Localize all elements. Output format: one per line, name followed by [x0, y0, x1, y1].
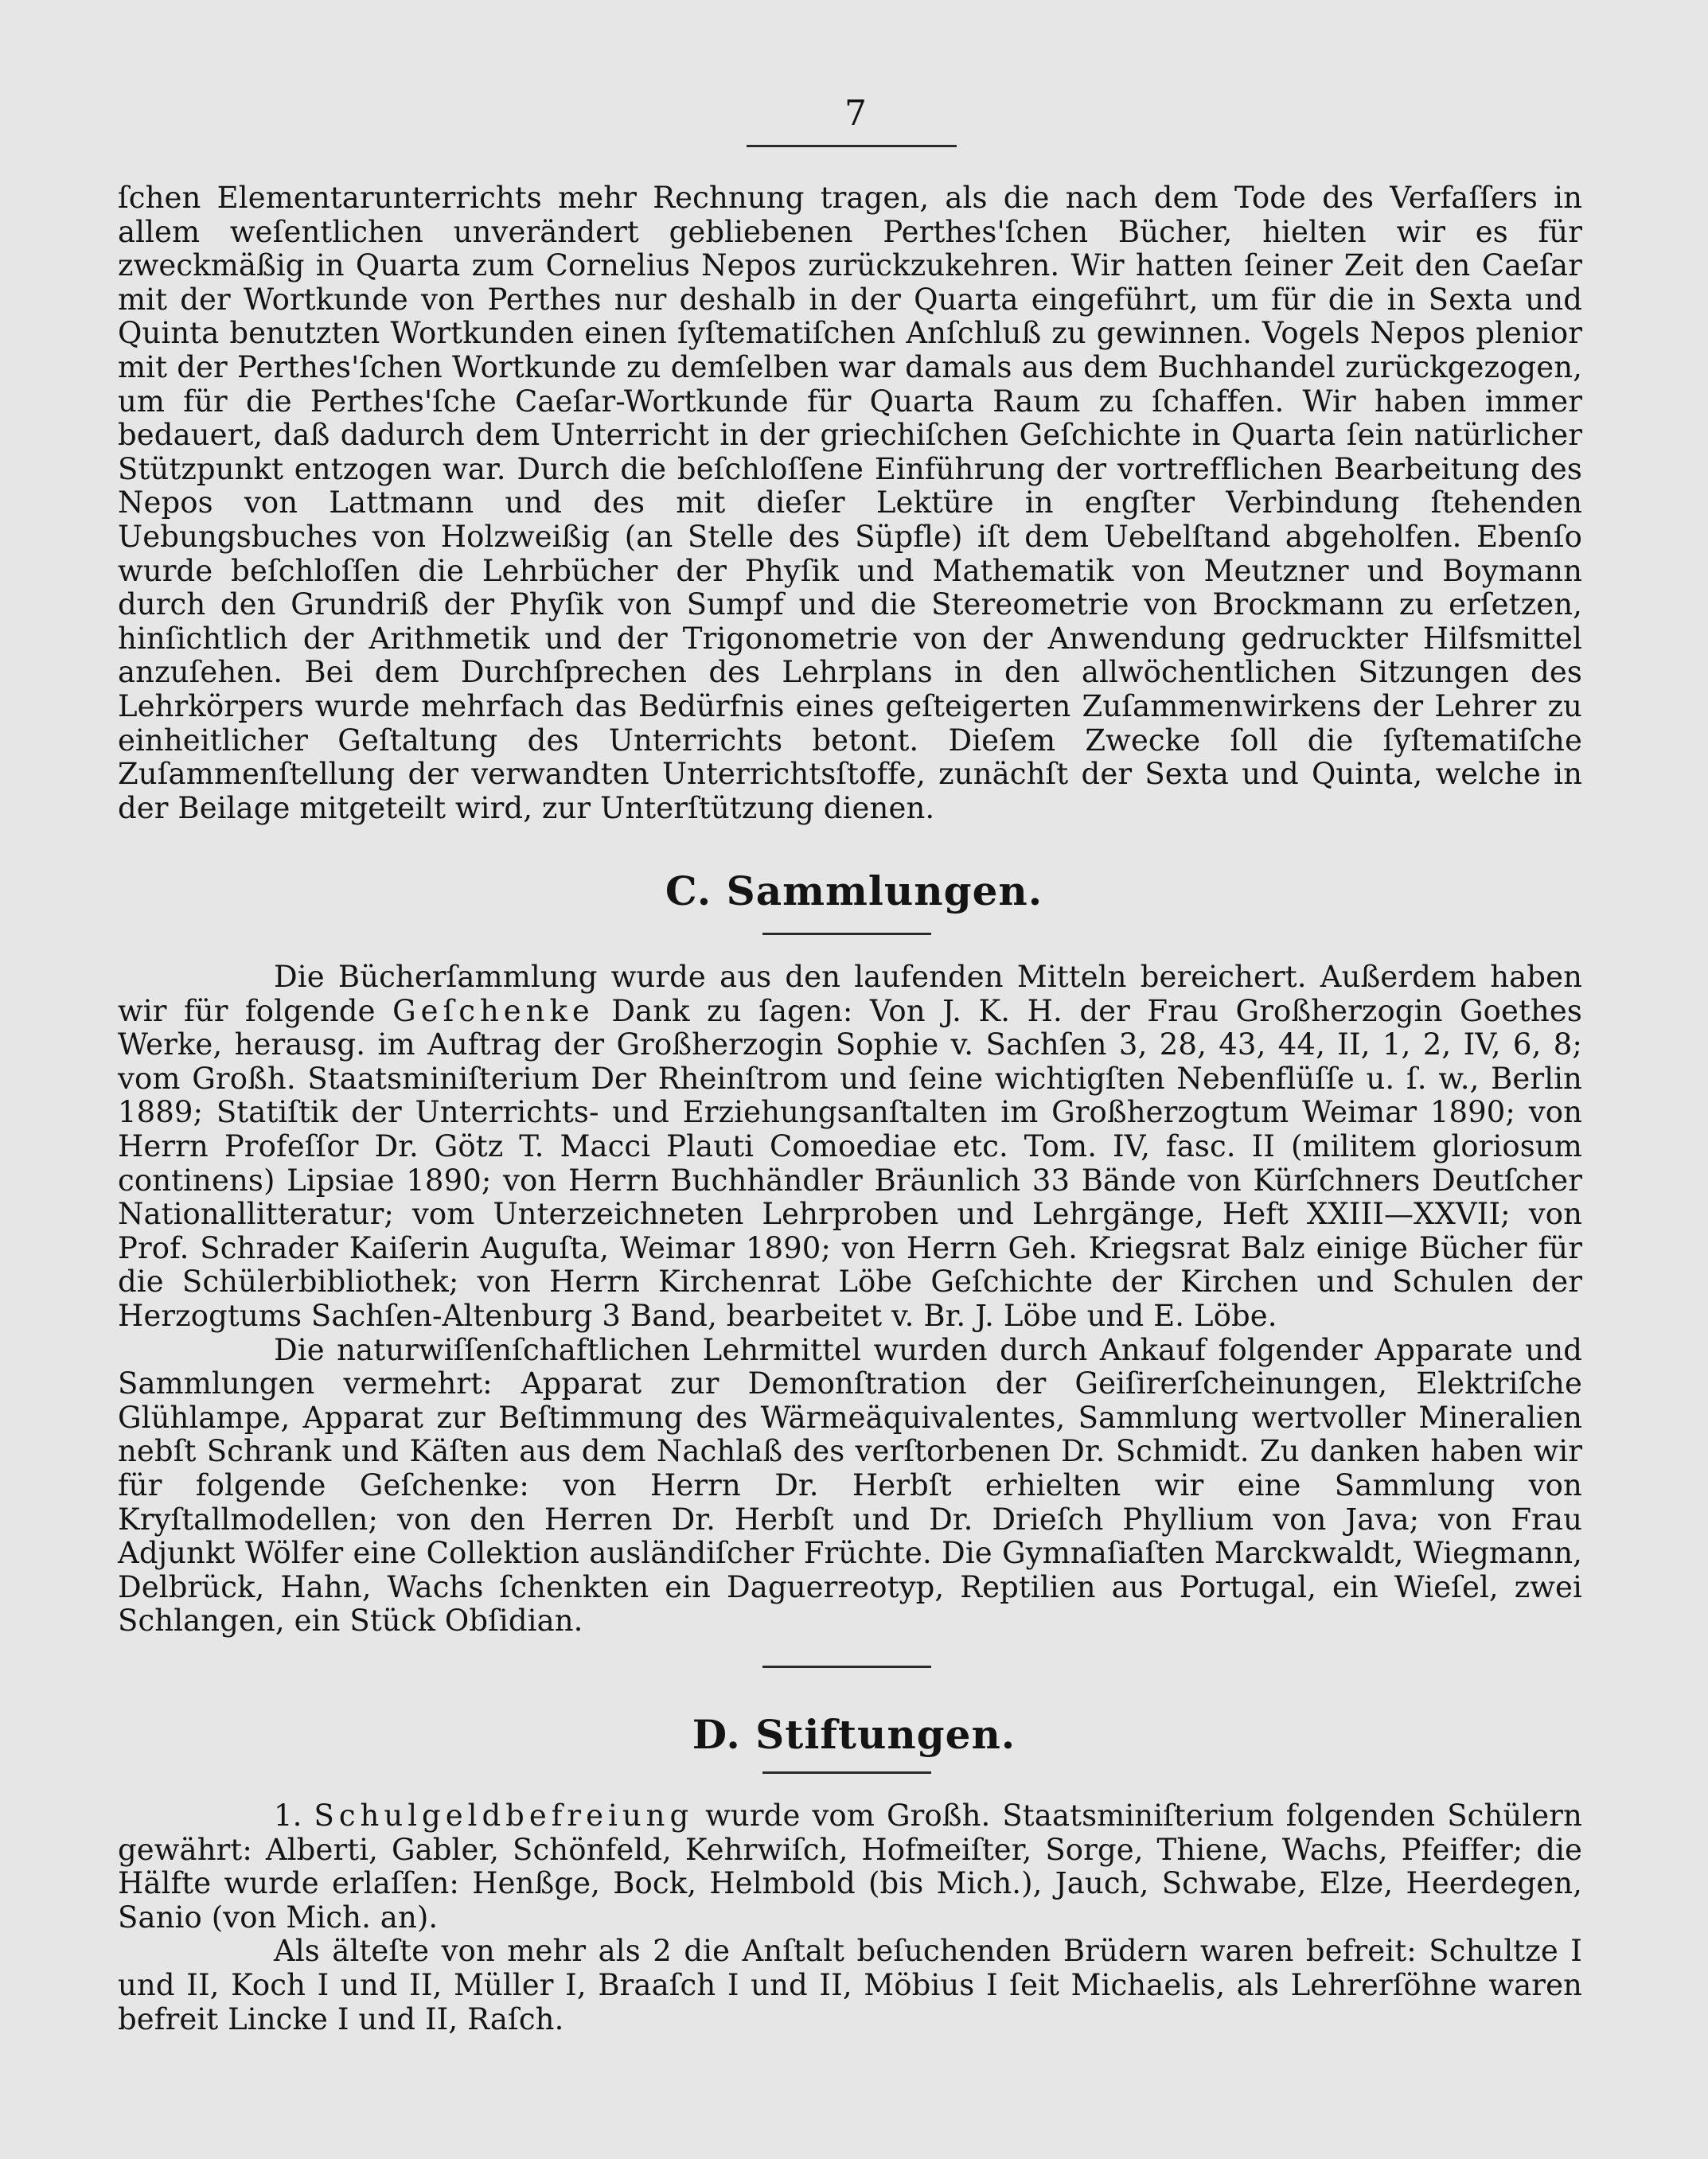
- section-d-heading: D. Stiftungen.: [692, 1711, 1016, 1758]
- header-rule: [747, 145, 957, 147]
- library-paragraph: [118, 961, 1582, 1334]
- siblings-exemption-paragraph: Als älteſte von mehr als 2 die Anſtalt beſuchenden Brüdern waren befreit: Schultze I und II, Koch I und II, Müller I, Braaſch I und II, Möbius I ſeit Michaelis, als Lehrerſöhne waren befreit Lincke I und II, Raſch.: [118, 1934, 1582, 2036]
- section-c-heading: C. Sammlungen.: [665, 867, 1043, 914]
- section-c-body: [118, 961, 1582, 1639]
- intro-paragraph: ſchen Elementarunterrichts mehr Rechnung tragen, als die nach dem Tode des Verfaſſers in allem weſentlichen unverändert gebliebenen Perthes'ſchen Bücher, hielten wir es für zweckmäßig in Quarta zum Cornelius Nepos zurückzukehren. Wir hatten ſeiner Zeit den Caeſar mit der Wortkunde von Perthes nur deshalb in der Quarta eingeführt, um für die in Sexta und Quinta benutzten Wortkunden einen ſyſtematiſchen Anſchluß zu gewinnen. Vogels Nepos plenior mit der Perthes'ſchen Wortkunde zu demſelben war damals aus dem Buchhandel zurückgezogen, um für die Perthes'ſche Caeſar-Wortkunde für Quarta Raum zu ſchaffen. Wir haben immer bedauert, daß dadurch dem Unterricht in der griechiſchen Geſchichte in Quarta ſein natürlicher Stützpunkt entzogen war. Durch die beſchloſſene Einführung der vortrefflichen Bearbeitung des Nepos von Lattmann und des mit dieſer Lektüre in engſter Verbindung ſtehenden Uebungsbuches von Holzweißig (an Stelle des Süpfle) iſt dem Uebelſtand abgeholfen. Ebenſo wurde beſchloſſen die Lehrbücher der Phyſik und Mathematik von Meutzner und Boymann durch den Grundriß der Phyſik von Sumpf und die Stereometrie von Brockmann zu erſetzen, hinſichtlich der Arithmetik und der Trigonometrie von der Anwendung gedruckter Hilfsmittel anzuſehen. Bei dem Durchſprechen des Lehrplans in den allwöchentlichen Sitzungen des Lehrkörpers wurde mehrfach das Bedürfnis eines geſteigerten Zuſammenwirkens der Lehrer zu einheitlicher Geſtaltung des Unterrichts betont. Dieſem Zwecke ſoll die ſyſtematiſche Zuſammenſtellung der verwandten Unterrichtsſtoffe, zunächſt der Sexta und Quinta, welche in der Beilage mitgeteilt wird, zur Unterſtützung dienen.: [118, 181, 1582, 825]
- library-rest: Dank zu ſagen: Von J. K. H. der Frau Großherzogin Goethes Werke, herausg. im Auftrag der Großherzogin Sophie v. Sachſen 3, 28, 43, 44, II, 1, 2, IV, 6, 8; vom Großh. Staatsminiſterium Der Rheinſtrom und ſeine wichtigſten Nebenflüſſe u. ſ. w., Berlin 1889; Statiſtik der Unterrichts- und Erziehungsanſtalten im Großherzogtum Weimar 1890; von Herrn Profeſſor Dr. Götz T. Macci Plauti Comoediae etc. Tom. IV, fasc. II (militem gloriosum continens) Lipsiae 1890; von Herrn Buchhändler Bräunlich 33 Bände von Kürſchners Deutſcher Nationallitteratur; vom Unterzeichneten Lehrproben und Lehrgänge, Heft XXIII—XXVII; von Prof. Schrader Kaiſerin Auguſta, Weimar 1890; von Herrn Geh. Kriegsrat Balz einige Bücher für die Schülerbibliothek; von Herrn Kirchenrat Löbe Geſchichte der Kirchen und Schulen der Herzogtums Sachſen-Altenburg 3 Band, bearbeitet v. Br. J. Löbe und E. Löbe.: [118, 993, 1583, 1333]
- section-c-rule: [762, 933, 931, 935]
- section-d-body: [118, 1799, 1582, 2036]
- tuition-exemption-paragraph: [118, 1799, 1582, 1935]
- science-collection-paragraph: Die naturwiſſenſchaftlichen Lehrmittel wurden durch Ankauf folgender Apparate und Sammlungen vermehrt: Apparat zur Demonſtration der Geiſirerſcheinungen, Elektriſche Glühlampe, Apparat zur Beſtimmung des Wärmeäquivalentes, Sammlung wertvoller Mineralien nebſt Schrank und Käſten aus dem Nachlaß des verſtorbenen Dr. Schmidt. Zu danken haben wir für folgende Geſchenke: von Herrn Dr. Herbſt erhielten wir eine Sammlung von Kryſtallmodellen; von den Herren Dr. Herbſt und Dr. Drieſch Phyllium von Java; von Frau Adjunkt Wölfer eine Collektion ausländiſcher Früchte. Die Gymnaſiaſten Marckwaldt, Wiegmann, Delbrück, Hahn, Wachs ſchenkten ein Daguerreotyp, Reptilien aus Portugal, ein Wieſel, zwei Schlangen, ein Stück Obſidian.: [118, 1332, 1582, 1639]
- gifts-term: Geſchenke: [392, 993, 595, 1028]
- section-d-top-rule: [762, 1666, 931, 1668]
- section-d-rule: [762, 1771, 931, 1774]
- page-number: 7: [844, 93, 867, 134]
- library-lead: Die Bücherſammlung wurde aus den laufenden Mitteln bereichert. Außerdem haben wir für folgende: [118, 960, 1582, 1028]
- tuition-rest: wurde vom Großh. Staatsminiſterium folgenden Schülern gewährt: Alberti, Gabler, Schönfeld, Kehrwiſch, Hofmeiſter, Sorge, Thiene, Wachs, Pfeiffer; die Hälfte wurde erlaſſen: Henßge, Bock, Helmbold (bis Mich.), Jauch, Schwabe, Elze, Heerdegen, Sanio (von Mich. an).: [118, 1799, 1582, 1935]
- tuition-term: Schulgeldbefreiung: [314, 1799, 694, 1833]
- intro-block: [118, 181, 1582, 825]
- tuition-lead: 1.: [274, 1799, 314, 1833]
